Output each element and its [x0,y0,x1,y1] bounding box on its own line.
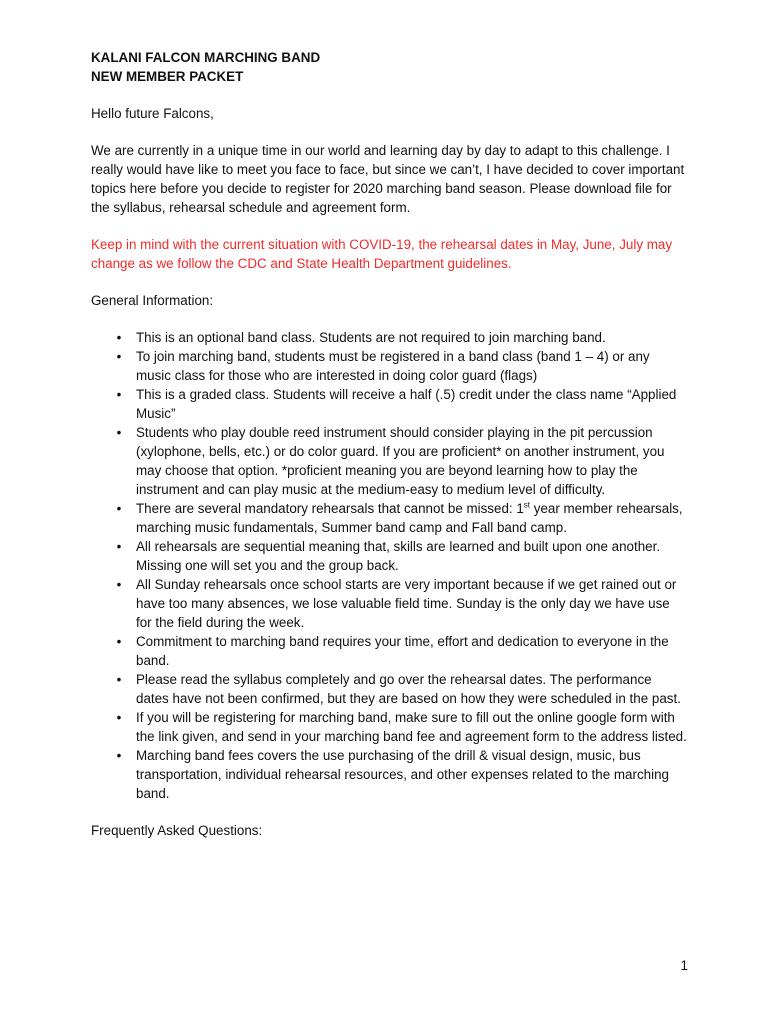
spacer [91,86,687,104]
list-item [91,423,687,499]
document-body [91,48,687,840]
list-item-text: All Sunday rehearsals once school starts are very important because if we get rained out or have too many absences, we lose valuable field time. Sunday is the only day we have use for the field during the week. [136,577,677,630]
page-number: 1 [680,958,688,973]
bullet-icon: • [116,387,122,402]
ordinal-superscript: st [523,500,531,510]
list-item [91,328,687,347]
list-item [91,746,687,803]
faq-heading: Frequently Asked Questions: [91,823,263,838]
bullet-icon: • [116,425,122,440]
document-subtitle: NEW MEMBER PACKET [91,69,244,84]
list-item [91,537,687,575]
list-item-text-end: year member rehearsals, marching music fundamentals, Summer band camp and Fall band camp. [136,501,683,535]
spacer [91,217,687,235]
list-item-text: Marching band fees covers the use purchasing of the drill & visual design, music, bus transportation, individual rehearsal resources, and other expenses related to the marching band. [136,748,669,801]
list-item [91,347,687,385]
spacer [91,310,687,328]
covid-notice: Keep in mind with the current situation with COVID-19, the rehearsal dates in May, June, July may change as we follow the CDC and State Health Department guidelines. [91,237,673,271]
list-item-text: Commitment to marching band requires your time, effort and dedication to everyone in the band. [136,634,669,668]
document-title: KALANI FALCON MARCHING BAND [91,50,321,65]
greeting: Hello future Falcons, [91,106,214,121]
bullet-icon: • [116,748,122,763]
list-item [91,499,687,537]
spacer [91,803,687,821]
bullet-icon: • [116,710,122,725]
list-item-text: To join marching band, students must be registered in a band class (band 1 – 4) or any music class for those who are interested in doing color guard (flags) [136,349,650,383]
list-item-text: This is a graded class. Students will receive a half (.5) credit under the class name “Applied Music” [136,387,677,421]
list-item-text [136,501,683,535]
bullet-icon: • [116,539,122,554]
list-item-text: Please read the syllabus completely and go over the rehearsal dates. The performance dates have not been confirmed, but they are based on how they were scheduled in the past. [136,672,681,706]
list-item [91,575,687,632]
list-item-text: All rehearsals are sequential meaning that, skills are learned and built upon one another. Missing one will set you and the group back. [136,539,661,573]
bullet-icon: • [116,672,122,687]
bullet-icon: • [116,577,122,592]
intro-paragraph: We are currently in a unique time in our world and learning day by day to adapt to this challenge. I really would have like to meet you face to face, but since we can’t, I have decided to cover important topics here before you decide to register for 2020 marching band season. Please download file for the syllabus, rehearsal schedule and agreement form. [91,143,685,215]
list-item-text: If you will be registering for marching band, make sure to fill out the online google form with the link given, and send in your marching band fee and agreement form to the address listed. [136,710,687,744]
list-item-text: This is an optional band class. Students are not required to join marching band. [136,330,606,345]
list-item [91,708,687,746]
list-item [91,385,687,423]
bullet-icon: • [116,634,122,649]
spacer [91,273,687,291]
general-info-heading: General Information: [91,293,214,308]
list-item-text-start: There are several mandatory rehearsals that cannot be missed: 1 [136,501,524,516]
list-item [91,632,687,670]
list-item [91,670,687,708]
list-item-text: Students who play double reed instrument should consider playing in the pit percussion (xylophone, bells, etc.) or do color guard. If you are proficient* on another instrument, you may choose that option. *proficient meaning you are beyond learning how to play the instrument and can play music at the medium-easy to medium level of difficulty. [136,425,665,497]
general-info-list [91,328,687,803]
bullet-icon: • [116,349,122,364]
bullet-icon: • [116,330,122,345]
spacer [91,123,687,141]
bullet-icon: • [116,501,122,516]
